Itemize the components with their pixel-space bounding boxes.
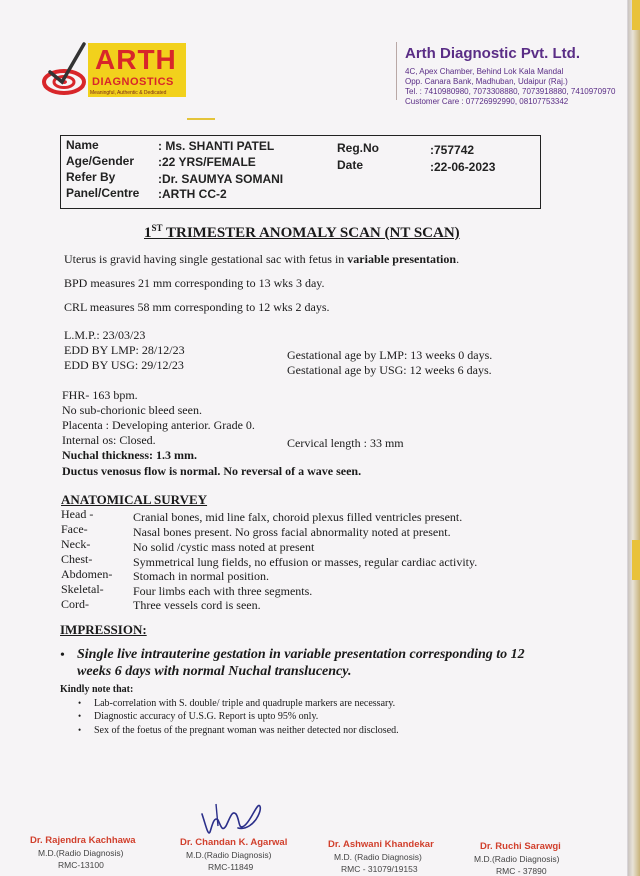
doctor-degree: M.D.(Radio Diagnosis): [38, 848, 124, 858]
survey-text: No solid /cystic mass noted at present: [133, 540, 315, 554]
refer-by-label: Refer By: [66, 170, 116, 184]
impression-heading: IMPRESSION:: [60, 622, 147, 637]
logo-subtitle: DIAGNOSTICS: [92, 76, 174, 88]
note-item: Sex of the foetus of the pregnant woman was neither detected nor disclosed.: [94, 725, 399, 736]
survey-text: Stomach in normal position.: [133, 569, 269, 583]
anatomical-survey-heading: ANATOMICAL SURVEY: [61, 492, 208, 507]
survey-label: Head -: [61, 507, 94, 521]
notes-heading: Kindly note that:: [60, 684, 134, 695]
bullet-icon: •: [78, 725, 82, 735]
header-divider: [396, 42, 397, 100]
lmp-value: L.M.P.: 23/03/23: [64, 328, 146, 342]
survey-text: Four limbs each with three segments.: [133, 584, 313, 598]
survey-label: Abdomen-: [61, 567, 113, 581]
doctor-name: Dr. Ashwani Khandekar: [328, 839, 434, 850]
fhr-value: FHR- 163 bpm.: [62, 388, 138, 402]
ga-by-lmp: Gestational age by LMP: 13 weeks 0 days.: [287, 348, 493, 362]
survey-label: Chest-: [61, 552, 93, 566]
survey-label: Cord-: [61, 597, 89, 611]
doctor-name: Dr. Rajendra Kachhawa: [30, 835, 136, 846]
impression-bullet-icon: •: [60, 648, 65, 663]
report-title: 1ST TRIMESTER ANOMALY SCAN (NT SCAN): [144, 223, 460, 241]
survey-text: Nasal bones present. No gross facial abnormality noted at present.: [133, 525, 451, 539]
nuchal-thickness: Nuchal thickness: 1.3 mm.: [62, 448, 198, 462]
reg-no-label: Reg.No: [337, 141, 379, 155]
bullet-icon: •: [78, 698, 82, 708]
crl-finding: CRL measures 58 mm corresponding to 12 wks 2 days.: [64, 300, 330, 314]
logo-name: ARTH: [95, 44, 177, 75]
name-label: Name: [66, 138, 99, 152]
internal-os-finding: Internal os: Closed.: [62, 433, 156, 447]
ga-by-usg: Gestational age by USG: 12 weeks 6 days.: [287, 363, 492, 377]
company-name: Arth Diagnostic Pvt. Ltd.: [405, 45, 581, 62]
doctor-degree: M.D. (Radio Diagnosis): [334, 852, 422, 862]
edge-tab: [632, 540, 640, 580]
doctor-reg: RMC-13100: [58, 860, 104, 870]
survey-text: Three vessels cord is seen.: [133, 598, 261, 612]
placenta-finding: Placenta : Developing anterior. Grade 0.: [62, 418, 255, 432]
edd-by-usg: EDD BY USG: 29/12/23: [64, 358, 184, 372]
cervical-length: Cervical length : 33 mm: [287, 436, 404, 450]
phone-line: Tel. : 7410980980, 7073308880, 7073918880, 7410970970: [405, 87, 616, 96]
bpd-finding: BPD measures 21 mm corresponding to 13 wks 3 day.: [64, 276, 325, 290]
age-gender-label: Age/Gender: [66, 154, 135, 168]
customer-care-line: Customer Care : 07726992990, 08107753342: [405, 97, 569, 106]
survey-label: Neck-: [61, 537, 91, 551]
address-line: 4C, Apex Chamber, Behind Lok Kala Mandal: [405, 67, 564, 76]
note-item: Lab-correlation with S. double/ triple and quadruple markers are necessary.: [94, 698, 396, 709]
edd-by-lmp: EDD BY LMP: 28/12/23: [64, 343, 185, 357]
doctor-reg: RMC - 31079/19153: [341, 864, 418, 874]
doctor-reg: RMC - 37890: [496, 866, 547, 876]
bullet-icon: •: [78, 711, 82, 721]
name-value: : Ms. SHANTI PATEL: [158, 139, 275, 153]
date-value: :22-06-2023: [430, 160, 496, 174]
doctor-name: Dr. Ruchi Sarawgi: [480, 841, 561, 852]
doctor-name: Dr. Chandan K. Agarwal: [180, 837, 288, 848]
doctor-degree: M.D.(Radio Diagnosis): [186, 850, 272, 860]
survey-label: Skeletal-: [61, 582, 104, 596]
uterus-finding: Uterus is gravid having single gestational sac with fetus in variable presentation.: [64, 252, 460, 266]
doctor-degree: M.D.(Radio Diagnosis): [474, 854, 560, 864]
address-line: Opp. Canara Bank, Madhuban, Udaipur (Raj.): [405, 77, 568, 86]
arth-target-logo-icon: [40, 42, 88, 98]
ductus-venosus-finding: Ductus venosus flow is normal. No reversal of a wave seen.: [62, 464, 362, 478]
refer-by-value: :Dr. SAUMYA SOMANI: [158, 172, 284, 186]
age-gender-value: :22 YRS/FEMALE: [158, 155, 256, 169]
doctor-reg: RMC-11849: [208, 862, 254, 872]
survey-text: Cranial bones, mid line falx, choroid plexus filled ventricles present.: [133, 510, 463, 524]
reg-no-value: :757742: [430, 143, 475, 157]
impression-text: Single live intrauterine gestation in variable presentation corresponding to 12 weeks 6 days with normal Nuchal translucency.: [77, 647, 525, 679]
header-accent-line: [187, 118, 215, 120]
logo-tagline: Meaningful, Authentic & Dedicated: [90, 90, 167, 96]
date-label: Date: [337, 158, 364, 172]
survey-text: Symmetrical lung fields, no effusion or masses, regular cardiac activity.: [133, 555, 478, 569]
page-edge: [628, 0, 640, 876]
edge-tab: [632, 0, 640, 30]
panel-centre-label: Panel/Centre: [66, 186, 140, 200]
bleed-finding: No sub-chorionic bleed seen.: [62, 403, 202, 417]
survey-label: Face-: [61, 522, 88, 536]
note-item: Diagnostic accuracy of U.S.G. Report is upto 95% only.: [94, 711, 319, 722]
panel-centre-value: :ARTH CC-2: [158, 187, 227, 201]
